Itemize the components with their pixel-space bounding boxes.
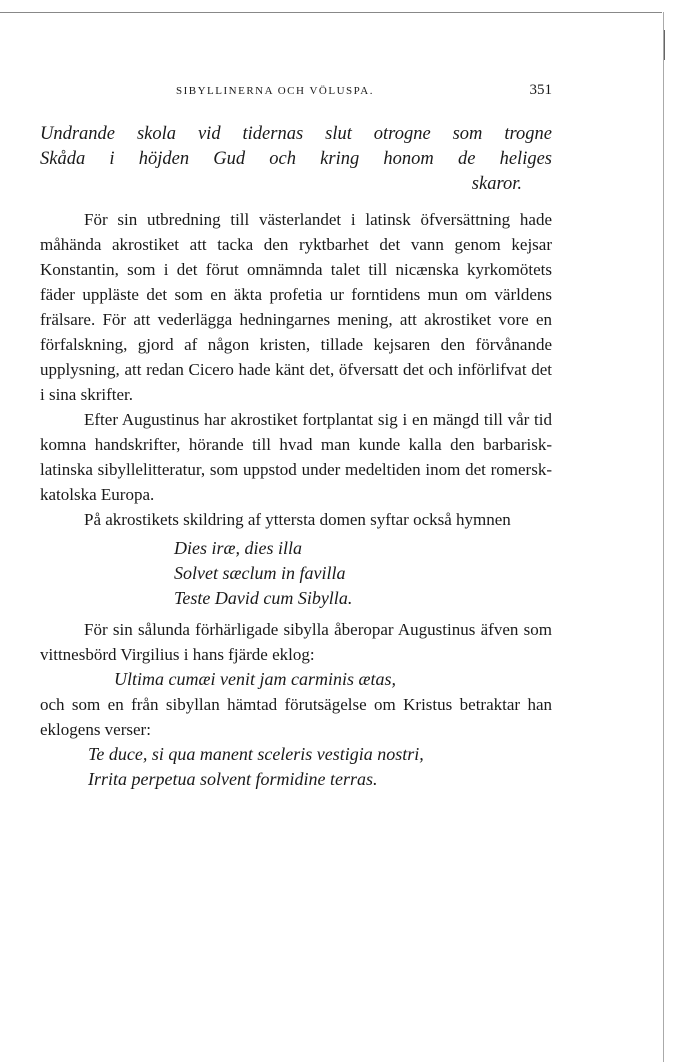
gutter-mark — [664, 30, 665, 60]
te-duce-line-1: Te duce, si qua manent sceleris vestigia nostri, — [88, 744, 424, 764]
dies-irae-line-1: Dies iræ, dies illa — [174, 538, 303, 558]
dies-irae-line-3: Teste David cum Sibylla. — [174, 588, 353, 608]
page-edge-rule — [663, 12, 664, 1062]
paragraph-hymnen: På akrostikets skildring af yttersta domen syftar också hymnen — [84, 510, 511, 529]
paragraph-kristus: och som en från sibyllan hämtad förutsägelse om Kristus betraktar han eklogens verser: — [40, 695, 552, 739]
body-text — [40, 207, 552, 792]
opening-verse — [40, 122, 552, 197]
top-rule — [0, 12, 662, 13]
running-header — [40, 82, 552, 102]
te-duce-line-2: Irrita perpetua solvent formidine terras. — [88, 769, 378, 789]
paragraph-konstantin: För sin utbredning till västerlandet i latinsk öfversättning hade måhända akrostiket att tacka den ryktbarhet det vann genom kejsar Konstantin, som i det förut omnämnda talet till nicænska kyrkomötets fäder uppläste det som en äkta profetia ur forntidens mun om världens frälsare. För att vederlägga hedningarnes mening, att akrostiket vore en förfalskning, gjord af någon kristen, tillade kejsaren den förvånande upplysning, att redan Cicero hade känt det, öfversatt det och införlifvat det i sina skrifter. — [40, 210, 552, 404]
running-title: SIBYLLINERNA OCH VÖLUSPA. — [176, 85, 374, 97]
verse-line-1: Undrande skola vid tidernas slut otrogne som trogne — [40, 124, 552, 144]
verse-line-3: skaror. — [471, 174, 522, 194]
paragraph-augustinus: Efter Augustinus har akrostiket fortplantat sig i en mängd till vår tid komna handskrifter, hörande till hvad man kunde kalla den barbarisk-latinska sibyllelitteratur, som uppstod under medeltiden inom det romersk-katolska Europa. — [40, 410, 552, 504]
dies-irae-line-2: Solvet sæclum in favilla — [174, 563, 346, 583]
paragraph-virgilius: För sin sålunda förhärligade sibylla åberopar Augustinus äfven som vittnesbörd Virgilius i hans fjärde eklog: — [40, 620, 552, 664]
ultima-verse: Ultima cumæi venit jam carminis ætas, — [114, 669, 396, 689]
page-number: 351 — [529, 82, 552, 98]
verse-line-2: Skåda i höjden Gud och kring honom de heliges — [40, 149, 552, 169]
